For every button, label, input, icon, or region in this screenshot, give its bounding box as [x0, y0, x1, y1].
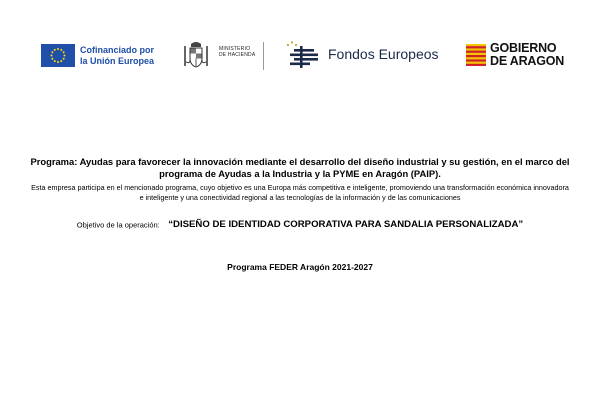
- objetivo-label: Objetivo de la operación:: [76, 220, 160, 230]
- spain-coat-of-arms-icon: [181, 40, 211, 70]
- logos-header: [0, 38, 600, 78]
- ministerio-line1: MINISTERIO: [219, 46, 251, 52]
- eu-flag-icon: [41, 44, 75, 67]
- aragon-line2: DE ARAGON: [490, 54, 565, 68]
- logo-divider: [263, 42, 264, 70]
- aragon-flag-icon: [466, 44, 486, 66]
- aragon-line1: GOBIERNO: [490, 41, 557, 55]
- eu-cofinanciado-label: [80, 45, 154, 67]
- feder-program-label: Programa FEDER Aragón 2021-2027: [227, 262, 373, 272]
- fondos-europeos-flag-icon: [286, 40, 322, 70]
- gobierno-aragon-label: [490, 42, 564, 68]
- objetivo-value: “DISEÑO DE IDENTIDAD CORPORATIVA PARA SANDALIA PERSONALIZADA”: [168, 219, 524, 231]
- eu-line2: la Unión Europea: [80, 56, 155, 66]
- ministerio-line2: DE HACIENDA: [219, 52, 256, 58]
- programa-title: Programa: Ayudas para favorecer la innovación mediante el desarrollo del diseño industrial y su gestión, en el marco del programa de Ayudas a la Industria y la PYME en Aragón (PAIP).: [30, 156, 570, 179]
- fondos-europeos-label: Fondos Europeos: [328, 46, 439, 62]
- programa-description: Esta empresa participa en el mencionado programa, cuyo objetivo es una Europa más competitiva e inteligente, promoviendo una transformación económica innovadora e inteligente y una conectividad regional a las tecnologías de la información y de las comunicaciones: [31, 183, 569, 202]
- eu-line1: Cofinanciado por: [80, 45, 154, 55]
- ministerio-label: [219, 46, 255, 58]
- objetivo-line: [30, 216, 570, 234]
